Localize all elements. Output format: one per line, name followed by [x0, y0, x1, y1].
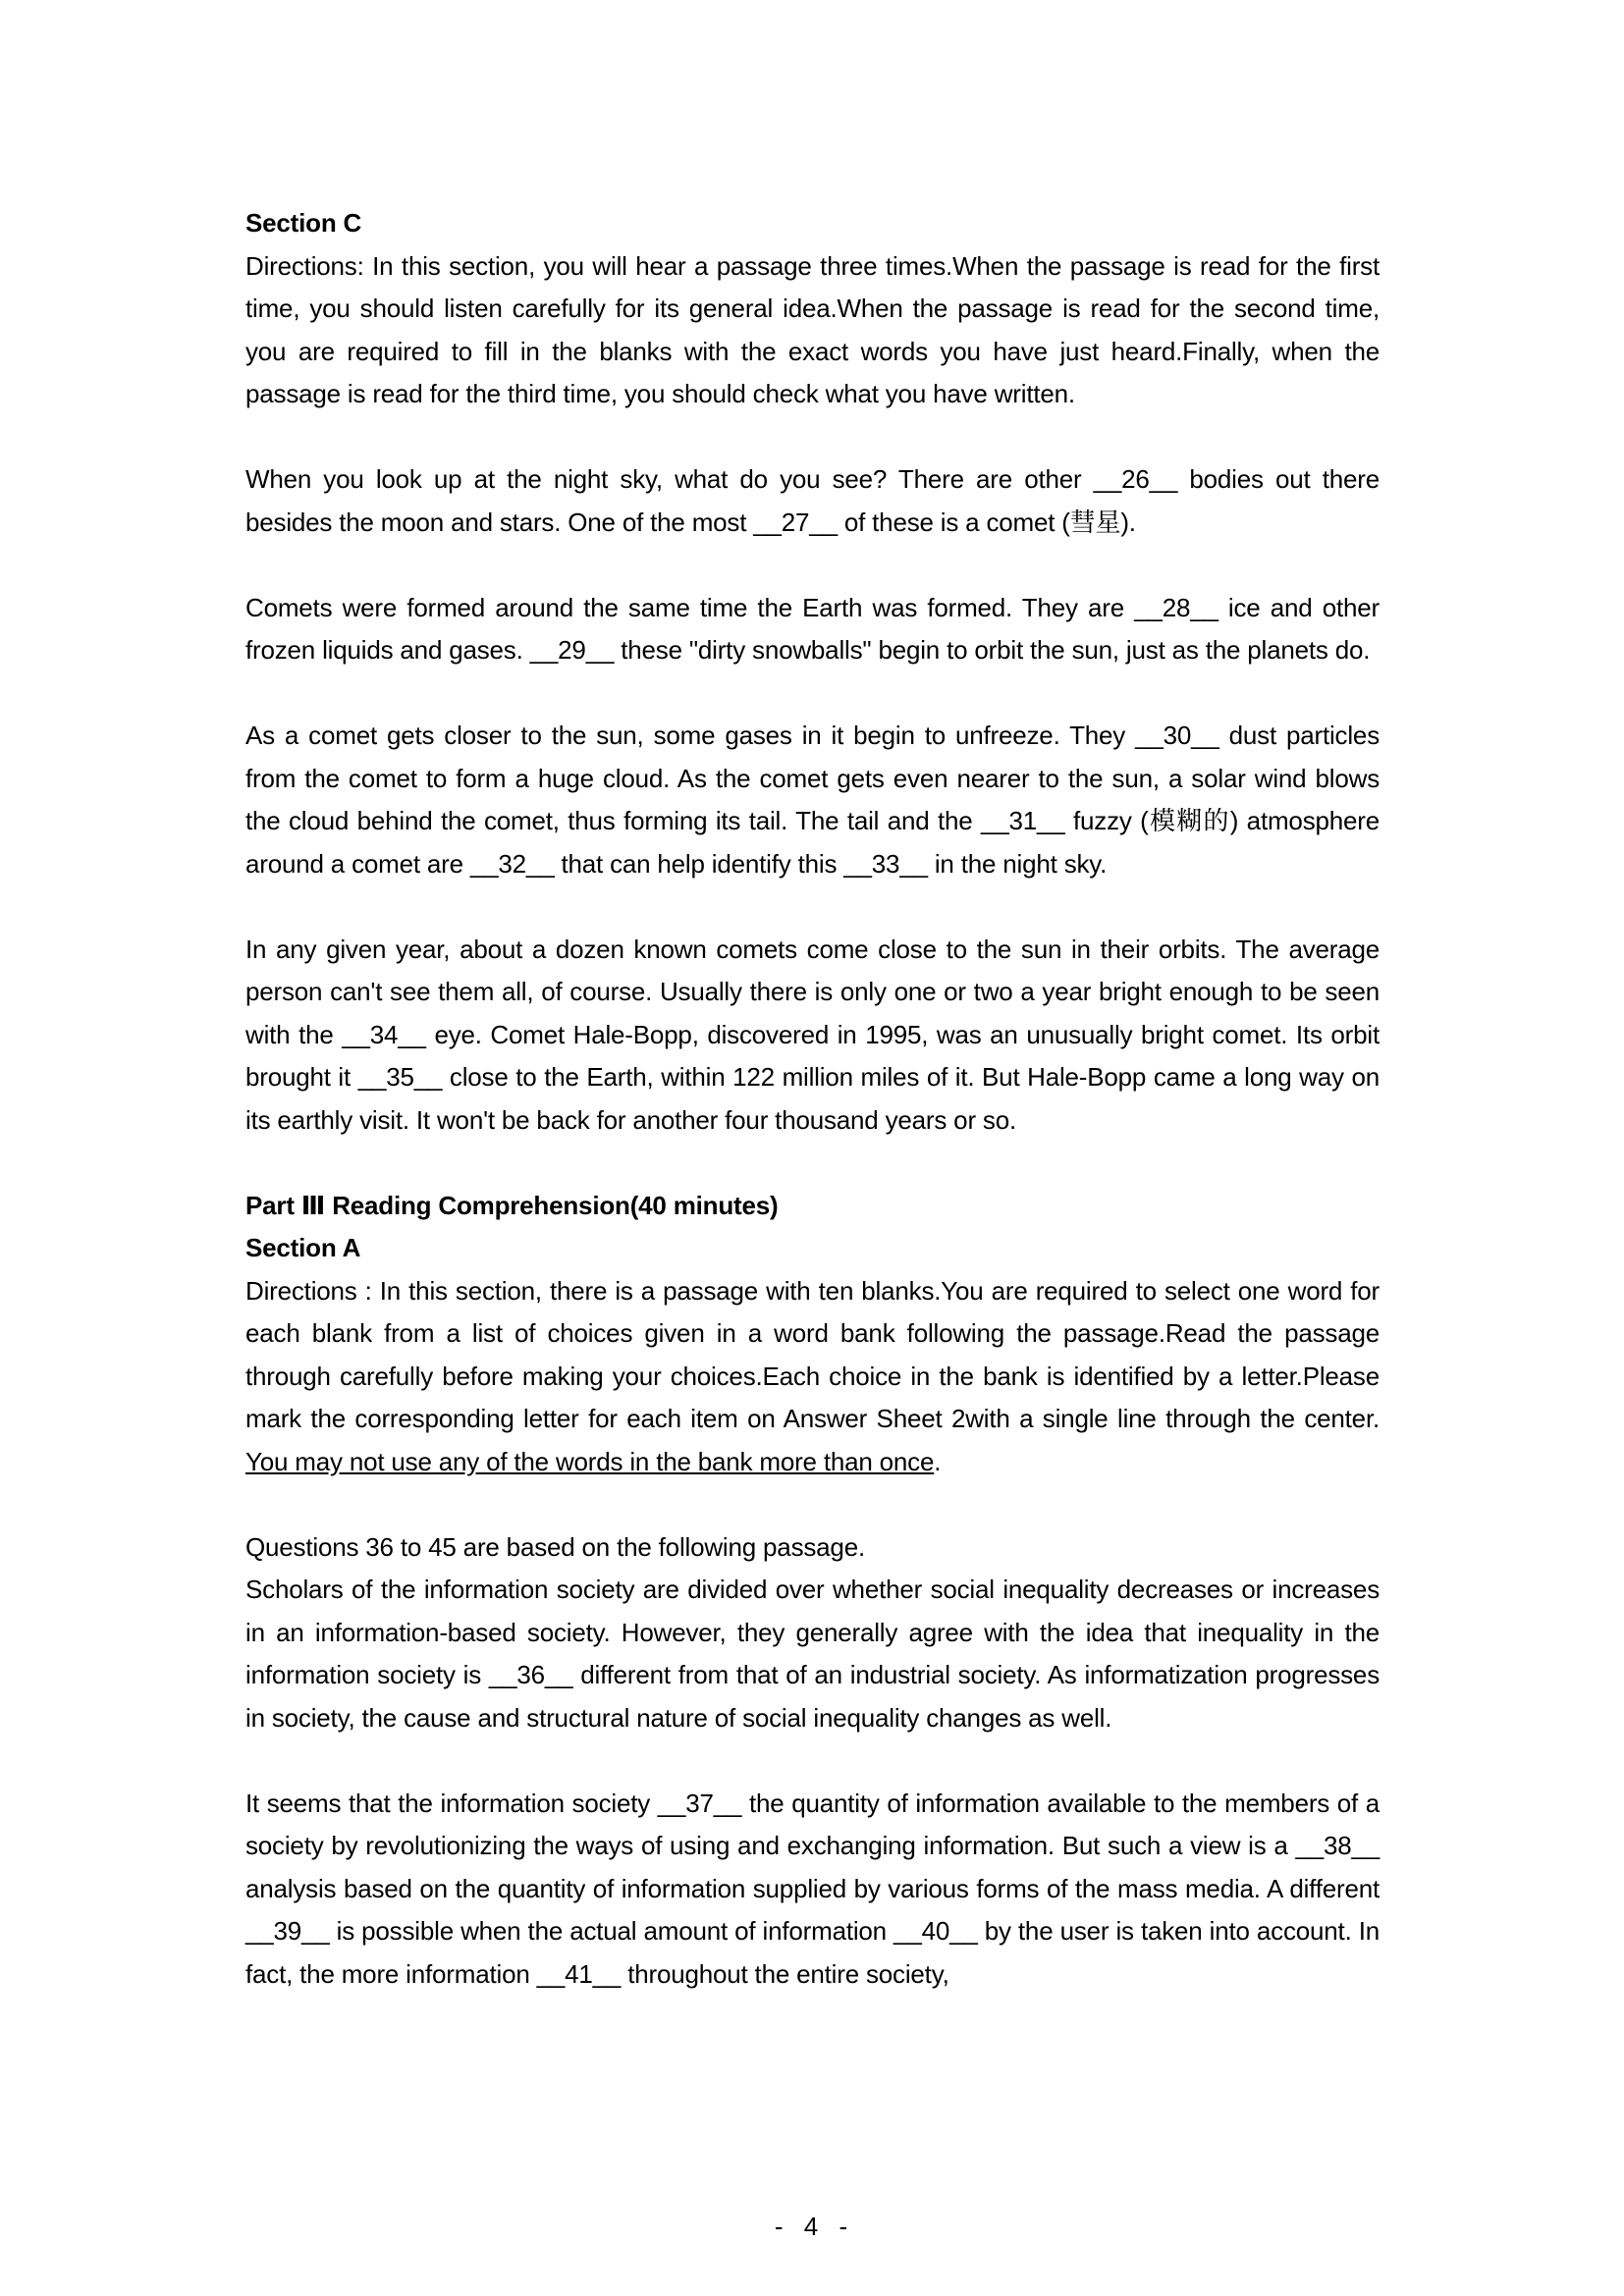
page-content [245, 202, 1380, 1996]
questions-note: Questions 36 to 45 are based on the following passage. [245, 1531, 865, 1562]
section-a-directions-period: . [934, 1446, 942, 1476]
reading-paragraph-1: Scholars of the information society are divided over whether social inequality decreases or increases in an information-based society. However, they generally agree with the idea that inequality in the information society is __36__ different from that of an industrial society. As informatization progresses in society, the cause and structural nature of social inequality changes as well. [245, 1575, 1380, 1733]
listening-paragraph-1: When you look up at the night sky, what do you see? There are other __26__ bodies out there besides the moon and stars. One of the most __27__ of these is a comet (彗星). [245, 464, 1380, 537]
listening-paragraph-4: In any given year, about a dozen known comets come close to the sun in their orbits. The average person can't see them all, of course. Usually there is only one or two a year bright enough to be seen with the __34__ eye. Comet Hale-Bopp, discovered in 1995, was an unusually bright comet. Its orbit brought it __35__ close to the Earth, within 122 million miles of it. But Hale-Bopp came a long way on its earthly visit. It won't be back for another four thousand years or so. [245, 934, 1380, 1135]
part-3-heading: Part Ⅲ Reading Comprehension(40 minutes) [245, 1190, 779, 1220]
section-a-directions [245, 1270, 1380, 1484]
section-c-heading: Section C [245, 208, 362, 238]
section-a-directions-text: Directions : In this section, there is a passage with ten blanks.You are required to select one word for each blank from a list of choices given in a word bank following the passage.Read the passage through carefully before making your choices.Each choice in the bank is identified by a letter.Please mark the corresponding letter for each item on Answer Sheet 2with a single line through the center. [245, 1275, 1380, 1433]
listening-paragraph-2: Comets were formed around the same time the Earth was formed. They are __28__ ice and other frozen liquids and gases. __29__ these "dirty snowballs" begin to orbit the sun, just as the planets do. [245, 592, 1380, 665]
listening-paragraph-3: As a comet gets closer to the sun, some gases in it begin to unfreeze. They __30__ dust particles from the comet to form a huge cloud. As the comet gets even nearer to the sun, a solar wind blows the cloud behind the comet, thus forming its tail. The tail and the __31__ fuzzy (模糊的) atmosphere around a comet are __32__ that can help identify this __33__ in the night sky. [245, 721, 1380, 879]
page-number: - 4 - [774, 2212, 850, 2241]
reading-paragraph-2: It seems that the information society __37__ the quantity of information available to the members of a society by revolutionizing the ways of using and exchanging information. But such a view is a __38__ analysis based on the quantity of information supplied by various forms of the mass media. A different __39__ is possible when the actual amount of information __40__ by the user is taken into account. In fact, the more information __41__ throughout the entire society, [245, 1788, 1380, 1989]
section-a-directions-underlined-rule: You may not use any of the words in the bank more than once [245, 1446, 935, 1476]
section-a-heading: Section A [245, 1233, 361, 1262]
section-c-directions: Directions: In this section, you will hear a passage three times.When the passage is read for the first time, you should listen carefully for its general idea.When the passage is read for the second time, you are required to fill in the blanks with the exact words you have just heard.Finally, when the passage is read for the third time, you should check what you have written. [245, 250, 1380, 408]
